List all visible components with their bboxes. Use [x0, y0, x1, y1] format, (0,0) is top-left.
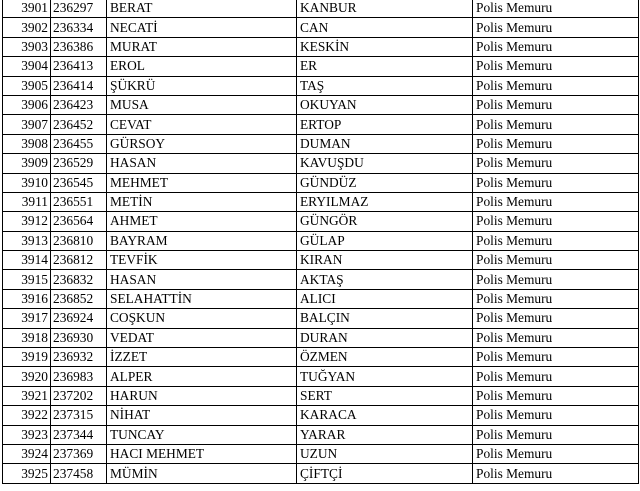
table-row [3, 231, 639, 250]
table-row [3, 406, 639, 425]
title-cell: Polis Memuru [473, 231, 639, 250]
first-name-cell: ALPER [107, 367, 297, 386]
table-row [3, 76, 639, 95]
first-name-cell: TEVFİK [107, 251, 297, 270]
title-cell: Polis Memuru [473, 444, 639, 463]
row-number-cell: 3905 [3, 76, 51, 95]
last-name-cell: DUMAN [297, 134, 473, 153]
table-row [3, 115, 639, 134]
table-row [3, 192, 639, 211]
title-cell: Polis Memuru [473, 386, 639, 405]
last-name-cell: ALICI [297, 289, 473, 308]
first-name-cell: VEDAT [107, 328, 297, 347]
first-name-cell: MURAT [107, 37, 297, 56]
last-name-cell: BALÇIN [297, 309, 473, 328]
title-cell: Polis Memuru [473, 406, 639, 425]
first-name-cell: İZZET [107, 348, 297, 367]
last-name-cell: ÖZMEN [297, 348, 473, 367]
registry-number-cell: 236551 [51, 192, 107, 211]
title-cell: Polis Memuru [473, 115, 639, 134]
last-name-cell: YARAR [297, 425, 473, 444]
first-name-cell: NİHAT [107, 406, 297, 425]
last-name-cell: GÜLAP [297, 231, 473, 250]
first-name-cell: HASAN [107, 270, 297, 289]
first-name-cell: BAYRAM [107, 231, 297, 250]
last-name-cell: UZUN [297, 444, 473, 463]
first-name-cell: TUNCAY [107, 425, 297, 444]
first-name-cell: HACI MEHMET [107, 444, 297, 463]
first-name-cell: SELAHATTİN [107, 289, 297, 308]
first-name-cell: METİN [107, 192, 297, 211]
row-number-cell: 3908 [3, 134, 51, 153]
registry-number-cell: 237202 [51, 386, 107, 405]
registry-number-cell: 236852 [51, 289, 107, 308]
first-name-cell: BERAT [107, 0, 297, 18]
title-cell: Polis Memuru [473, 0, 639, 18]
row-number-cell: 3912 [3, 212, 51, 231]
registry-number-cell: 236386 [51, 37, 107, 56]
table-row [3, 173, 639, 192]
table-row [3, 464, 639, 483]
last-name-cell: OKUYAN [297, 95, 473, 114]
last-name-cell: ERTOP [297, 115, 473, 134]
row-number-cell: 3903 [3, 37, 51, 56]
last-name-cell: GÜNDÜZ [297, 173, 473, 192]
first-name-cell: CEVAT [107, 115, 297, 134]
first-name-cell: MUSA [107, 95, 297, 114]
title-cell: Polis Memuru [473, 154, 639, 173]
registry-number-cell: 236545 [51, 173, 107, 192]
first-name-cell: EROL [107, 57, 297, 76]
registry-number-cell: 236334 [51, 18, 107, 37]
registry-number-cell: 236983 [51, 367, 107, 386]
row-number-cell: 3909 [3, 154, 51, 173]
registry-number-cell: 236832 [51, 270, 107, 289]
registry-number-cell: 236297 [51, 0, 107, 18]
title-cell: Polis Memuru [473, 348, 639, 367]
table-row [3, 134, 639, 153]
first-name-cell: NECATİ [107, 18, 297, 37]
last-name-cell: GÜNGÖR [297, 212, 473, 231]
table-row [3, 367, 639, 386]
table-row [3, 328, 639, 347]
registry-number-cell: 236423 [51, 95, 107, 114]
table-row [3, 251, 639, 270]
title-cell: Polis Memuru [473, 134, 639, 153]
table-row [3, 289, 639, 308]
table-row [3, 154, 639, 173]
first-name-cell: MÜMİN [107, 464, 297, 483]
last-name-cell: ÇİFTÇİ [297, 464, 473, 483]
row-number-cell: 3906 [3, 95, 51, 114]
table-row [3, 270, 639, 289]
table-row [3, 212, 639, 231]
title-cell: Polis Memuru [473, 289, 639, 308]
last-name-cell: SERT [297, 386, 473, 405]
first-name-cell: MEHMET [107, 173, 297, 192]
row-number-cell: 3915 [3, 270, 51, 289]
registry-number-cell: 236932 [51, 348, 107, 367]
registry-number-cell: 236930 [51, 328, 107, 347]
last-name-cell: CAN [297, 18, 473, 37]
table-row [3, 348, 639, 367]
row-number-cell: 3923 [3, 425, 51, 444]
title-cell: Polis Memuru [473, 309, 639, 328]
last-name-cell: KAVUŞDU [297, 154, 473, 173]
title-cell: Polis Memuru [473, 37, 639, 56]
table-row [3, 386, 639, 405]
personnel-table-body [3, 0, 639, 483]
table-row [3, 18, 639, 37]
registry-number-cell: 237458 [51, 464, 107, 483]
row-number-cell: 3914 [3, 251, 51, 270]
registry-number-cell: 237315 [51, 406, 107, 425]
first-name-cell: GÜRSOY [107, 134, 297, 153]
last-name-cell: DURAN [297, 328, 473, 347]
title-cell: Polis Memuru [473, 251, 639, 270]
registry-number-cell: 236924 [51, 309, 107, 328]
title-cell: Polis Memuru [473, 425, 639, 444]
row-number-cell: 3911 [3, 192, 51, 211]
registry-number-cell: 237344 [51, 425, 107, 444]
row-number-cell: 3925 [3, 464, 51, 483]
title-cell: Polis Memuru [473, 57, 639, 76]
registry-number-cell: 236414 [51, 76, 107, 95]
registry-number-cell: 236455 [51, 134, 107, 153]
table-row [3, 95, 639, 114]
table-row [3, 57, 639, 76]
last-name-cell: KESKİN [297, 37, 473, 56]
title-cell: Polis Memuru [473, 367, 639, 386]
first-name-cell: AHMET [107, 212, 297, 231]
title-cell: Polis Memuru [473, 18, 639, 37]
row-number-cell: 3918 [3, 328, 51, 347]
title-cell: Polis Memuru [473, 464, 639, 483]
title-cell: Polis Memuru [473, 95, 639, 114]
last-name-cell: KIRAN [297, 251, 473, 270]
first-name-cell: COŞKUN [107, 309, 297, 328]
row-number-cell: 3910 [3, 173, 51, 192]
title-cell: Polis Memuru [473, 173, 639, 192]
last-name-cell: ER [297, 57, 473, 76]
registry-number-cell: 236564 [51, 212, 107, 231]
title-cell: Polis Memuru [473, 270, 639, 289]
first-name-cell: ŞÜKRÜ [107, 76, 297, 95]
title-cell: Polis Memuru [473, 328, 639, 347]
registry-number-cell: 236413 [51, 57, 107, 76]
registry-number-cell: 236810 [51, 231, 107, 250]
last-name-cell: TAŞ [297, 76, 473, 95]
row-number-cell: 3913 [3, 231, 51, 250]
row-number-cell: 3916 [3, 289, 51, 308]
row-number-cell: 3920 [3, 367, 51, 386]
row-number-cell: 3901 [3, 0, 51, 18]
table-row [3, 37, 639, 56]
first-name-cell: HASAN [107, 154, 297, 173]
last-name-cell: KARACA [297, 406, 473, 425]
first-name-cell: HARUN [107, 386, 297, 405]
row-number-cell: 3922 [3, 406, 51, 425]
registry-number-cell: 236529 [51, 154, 107, 173]
row-number-cell: 3921 [3, 386, 51, 405]
row-number-cell: 3907 [3, 115, 51, 134]
table-row [3, 444, 639, 463]
registry-number-cell: 237369 [51, 444, 107, 463]
registry-number-cell: 236812 [51, 251, 107, 270]
last-name-cell: KANBUR [297, 0, 473, 18]
title-cell: Polis Memuru [473, 192, 639, 211]
row-number-cell: 3919 [3, 348, 51, 367]
row-number-cell: 3902 [3, 18, 51, 37]
last-name-cell: ERYILMAZ [297, 192, 473, 211]
title-cell: Polis Memuru [473, 212, 639, 231]
personnel-table [2, 0, 639, 484]
last-name-cell: TUĞYAN [297, 367, 473, 386]
row-number-cell: 3924 [3, 444, 51, 463]
row-number-cell: 3904 [3, 57, 51, 76]
row-number-cell: 3917 [3, 309, 51, 328]
table-row [3, 0, 639, 18]
table-row [3, 309, 639, 328]
last-name-cell: AKTAŞ [297, 270, 473, 289]
table-row [3, 425, 639, 444]
title-cell: Polis Memuru [473, 76, 639, 95]
registry-number-cell: 236452 [51, 115, 107, 134]
